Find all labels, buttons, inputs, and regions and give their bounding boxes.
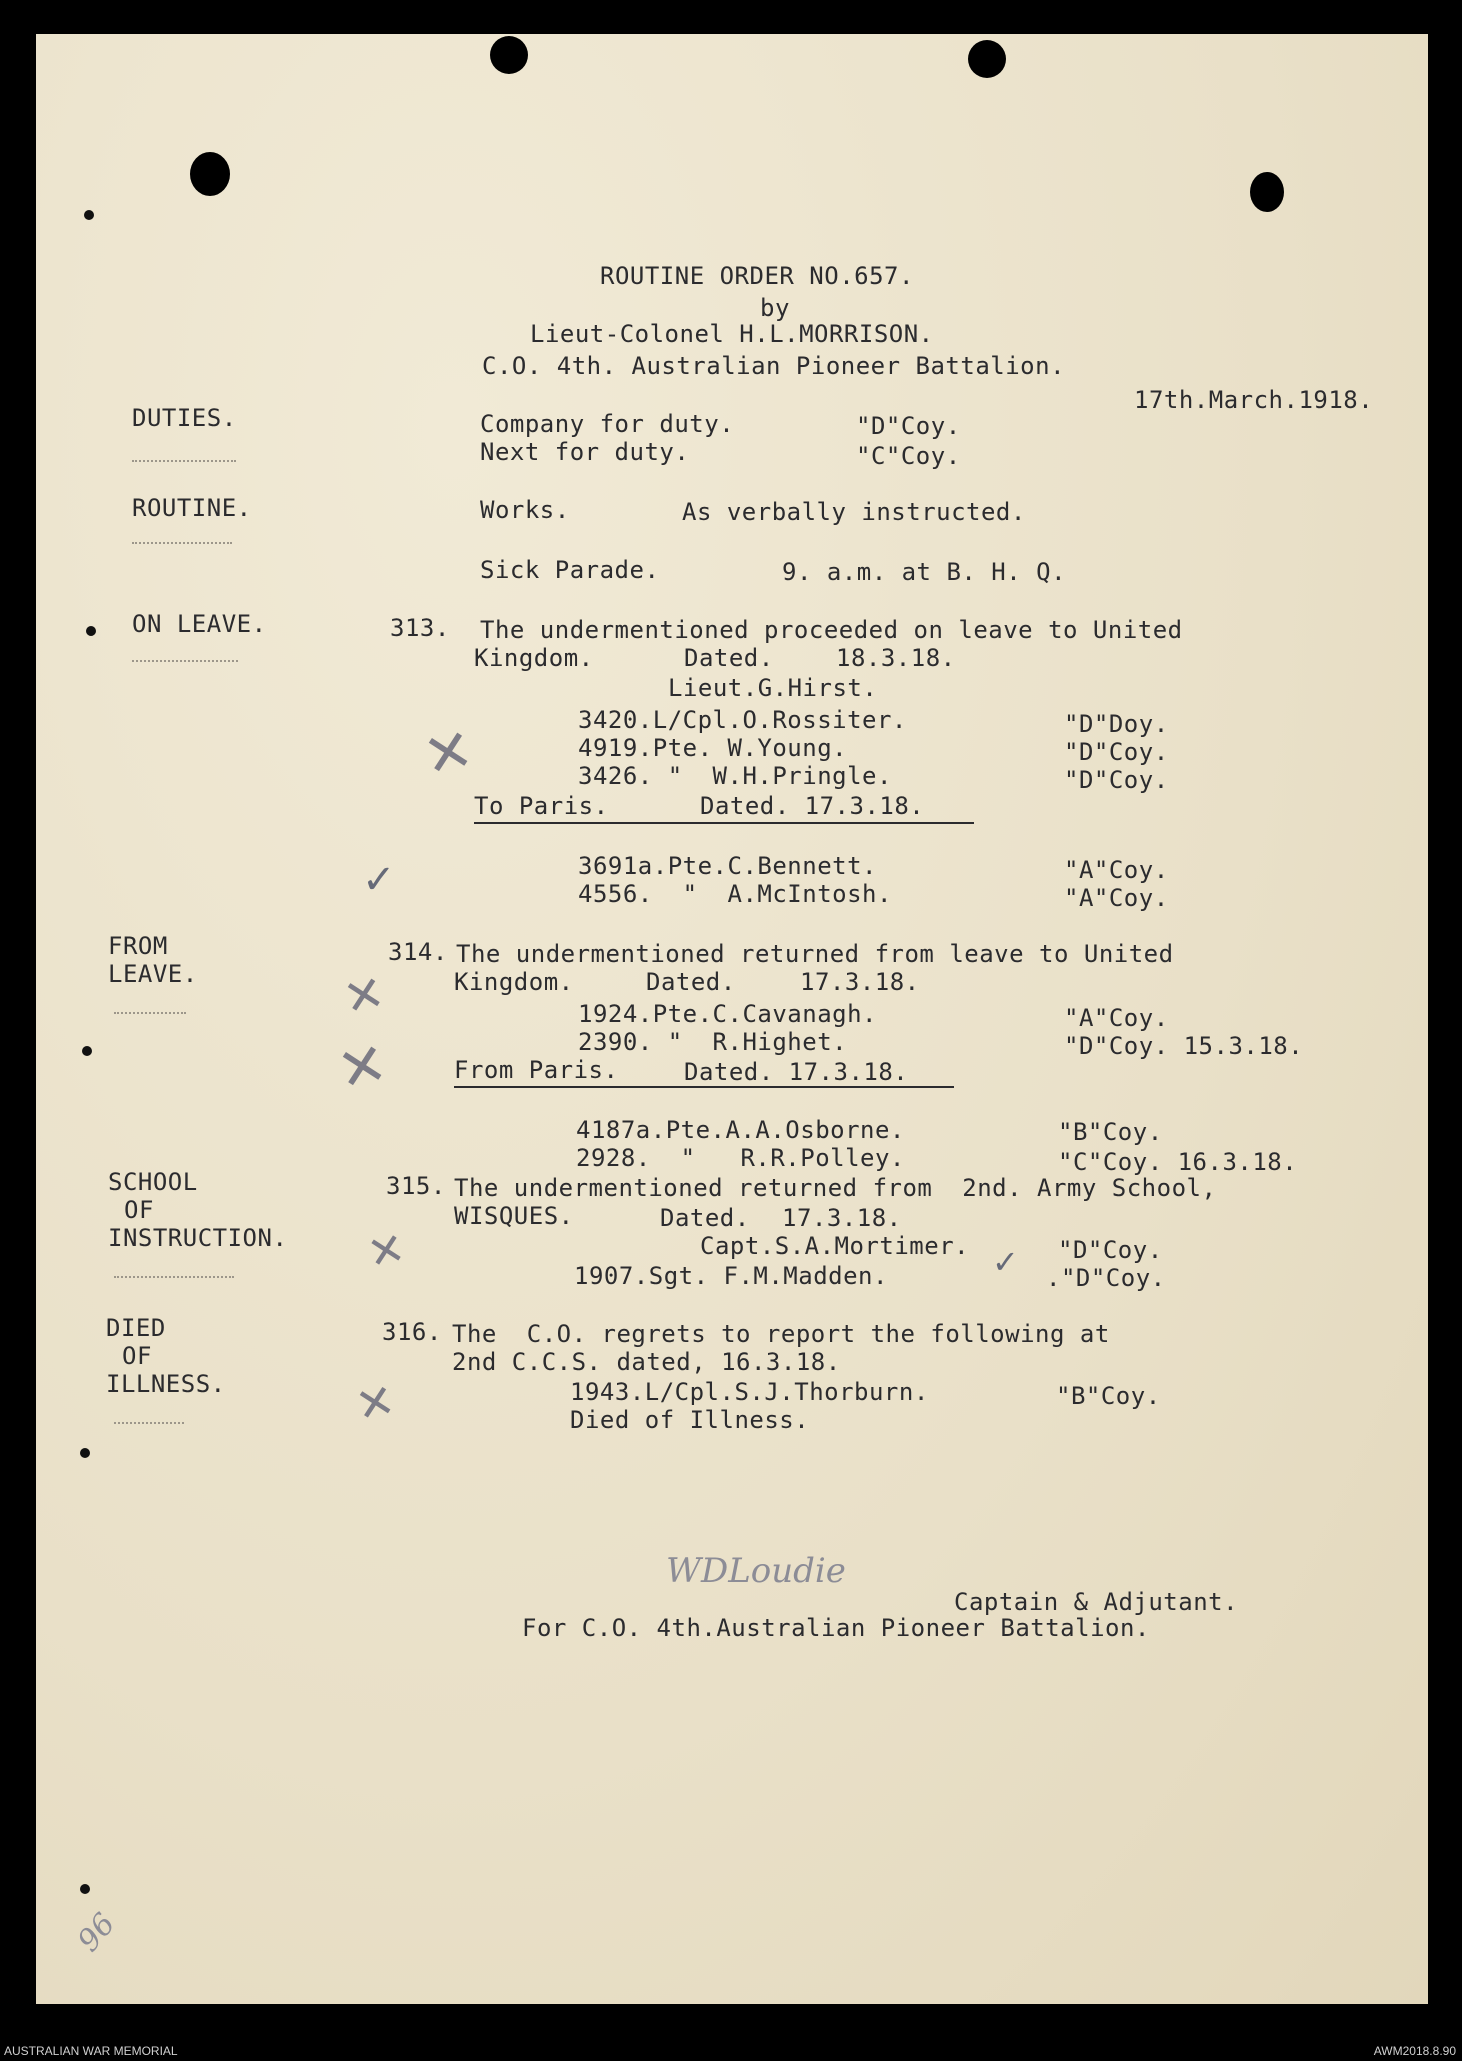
order-number: 316.	[382, 1318, 442, 1346]
order-text: Kingdom.	[454, 968, 574, 996]
order-text: The undermentioned returned from 2nd. Army School,	[454, 1174, 1217, 1202]
margin-note: 96	[71, 1906, 123, 1959]
leave-entry-coy: "A"Coy.	[1064, 884, 1169, 912]
leave-entry-coy: "D"Doy.	[1064, 710, 1169, 738]
duty-value: "D"Coy.	[856, 412, 961, 440]
routine-value: As verbally instructed.	[682, 498, 1026, 526]
routine-label: Sick Parade.	[480, 556, 660, 584]
order-title: ROUTINE ORDER NO.657.	[600, 262, 914, 290]
underline	[454, 1086, 954, 1088]
died-entry-coy: "B"Coy.	[1056, 1382, 1161, 1410]
order-text: Kingdom.	[474, 644, 594, 672]
order-text: Dated.	[684, 644, 774, 672]
order-text: 17.3.18.	[800, 968, 920, 996]
leave-entry: 4919.Pte. W.Young.	[578, 734, 848, 762]
paris-label: From Paris.	[454, 1056, 619, 1084]
pin-hole	[86, 626, 96, 636]
divider	[132, 542, 232, 545]
leave-entry-coy: "B"Coy.	[1058, 1118, 1163, 1146]
paris-label: To Paris.	[474, 792, 609, 820]
order-number: 313.	[390, 614, 450, 642]
order-text: 18.3.18.	[836, 644, 956, 672]
leave-entry: 4556. " A.McIntosh.	[578, 880, 892, 908]
died-cause: Died of Illness.	[570, 1406, 810, 1434]
section-heading-from-leave: FROM	[108, 932, 168, 960]
section-heading-school: OF	[124, 1196, 154, 1224]
school-entry-coy: ."D"Coy.	[1046, 1264, 1166, 1292]
paris-dated: Dated. 17.3.18.	[700, 792, 925, 820]
paris-dated: Dated. 17.3.18.	[684, 1058, 909, 1086]
order-by: by	[760, 294, 790, 322]
underline	[474, 822, 974, 824]
order-text: The C.O. regrets to report the following at	[452, 1320, 1110, 1348]
school-entry-coy: "D"Coy.	[1058, 1236, 1163, 1264]
routine-value: 9. a.m. at B. H. Q.	[782, 558, 1067, 586]
order-officer: Lieut-Colonel H.L.MORRISON.	[530, 320, 934, 348]
footer-accession: AWM2018.8.90	[1373, 2044, 1456, 2058]
section-heading-died: OF	[122, 1342, 152, 1370]
punch-hole	[190, 152, 230, 196]
leave-entry: 3420.L/Cpl.O.Rossiter.	[578, 706, 907, 734]
pin-hole	[80, 1884, 90, 1894]
order-text: The undermentioned proceeded on leave to United	[480, 616, 1183, 644]
duty-value: "C"Coy.	[856, 442, 961, 470]
check-tick-mark: ✓	[362, 857, 396, 903]
section-heading-died: DIED	[106, 1314, 166, 1342]
section-heading-on-leave: ON LEAVE.	[132, 610, 267, 638]
check-tick-mark: ✓	[992, 1243, 1019, 1281]
leave-entry-coy: "C"Coy. 16.3.18.	[1058, 1148, 1298, 1176]
duty-label: Next for duty.	[480, 438, 690, 466]
leave-entry: 4187a.Pte.A.A.Osborne.	[576, 1116, 905, 1144]
section-heading-school: SCHOOL	[108, 1168, 198, 1196]
punch-hole	[1250, 172, 1284, 212]
leave-entry: 3426. " W.H.Pringle.	[578, 762, 892, 790]
order-unit: C.O. 4th. Australian Pioneer Battalion.	[482, 352, 1066, 380]
section-heading-school: INSTRUCTION.	[108, 1224, 288, 1252]
check-x-mark: ✕	[350, 1372, 400, 1434]
check-x-mark: ✕	[362, 1222, 410, 1281]
order-text: Dated.	[660, 1204, 750, 1232]
section-heading-routine: ROUTINE.	[132, 494, 252, 522]
order-number: 315.	[386, 1172, 446, 1200]
check-x-mark: ✕	[338, 964, 390, 1028]
order-text: 2nd C.C.S. dated, 16.3.18.	[452, 1348, 841, 1376]
punch-hole	[490, 36, 528, 74]
section-heading-died: ILLNESS.	[106, 1370, 226, 1398]
order-text: 17.3.18.	[782, 1204, 902, 1232]
officer-name: Lieut.G.Hirst.	[668, 674, 878, 702]
punch-hole	[968, 40, 1006, 78]
school-entry: 1907.Sgt. F.M.Madden.	[574, 1262, 888, 1290]
divider	[114, 1276, 234, 1279]
divider	[114, 1422, 184, 1425]
order-date: 17th.March.1918.	[1134, 386, 1374, 414]
divider	[114, 1012, 186, 1015]
leave-entry-coy: "D"Coy.	[1064, 766, 1169, 794]
pin-hole	[82, 1046, 92, 1056]
pin-hole	[80, 1448, 90, 1458]
handwritten-signature: WDLoudie	[666, 1551, 846, 1591]
leave-entry: 2928. " R.R.Polley.	[576, 1144, 905, 1172]
died-entry: 1943.L/Cpl.S.J.Thorburn.	[570, 1378, 929, 1406]
signature-for-line: For C.O. 4th.Australian Pioneer Battalion.	[522, 1614, 1150, 1642]
leave-entry-coy: "A"Coy.	[1064, 1004, 1169, 1032]
leave-entry: 3691a.Pte.C.Bennett.	[578, 852, 877, 880]
order-number: 314.	[388, 938, 448, 966]
leave-entry-coy: "A"Coy.	[1064, 856, 1169, 884]
routine-label: Works.	[480, 496, 570, 524]
pin-hole	[84, 210, 94, 220]
footer-source: AUSTRALIAN WAR MEMORIAL	[4, 2044, 178, 2058]
order-text: WISQUES.	[454, 1202, 574, 1230]
leave-entry: 2390. " R.Highet.	[578, 1028, 848, 1056]
order-text: Dated.	[646, 968, 736, 996]
duty-label: Company for duty.	[480, 410, 735, 438]
section-heading-from-leave: LEAVE.	[108, 960, 198, 988]
school-entry: Capt.S.A.Mortimer.	[700, 1232, 970, 1260]
section-heading-duties: DUTIES.	[132, 404, 237, 432]
leave-entry-coy: "D"Coy.	[1064, 738, 1169, 766]
divider	[132, 460, 236, 463]
order-text: The undermentioned returned from leave to United	[456, 940, 1174, 968]
check-x-mark: ✕	[331, 1028, 394, 1106]
leave-entry: 1924.Pte.C.Cavanagh.	[578, 1000, 877, 1028]
signature-role: Captain & Adjutant.	[954, 1588, 1239, 1616]
leave-entry-coy: "D"Coy. 15.3.18.	[1064, 1032, 1304, 1060]
divider	[132, 660, 238, 663]
check-x-mark: ✕	[417, 714, 480, 792]
